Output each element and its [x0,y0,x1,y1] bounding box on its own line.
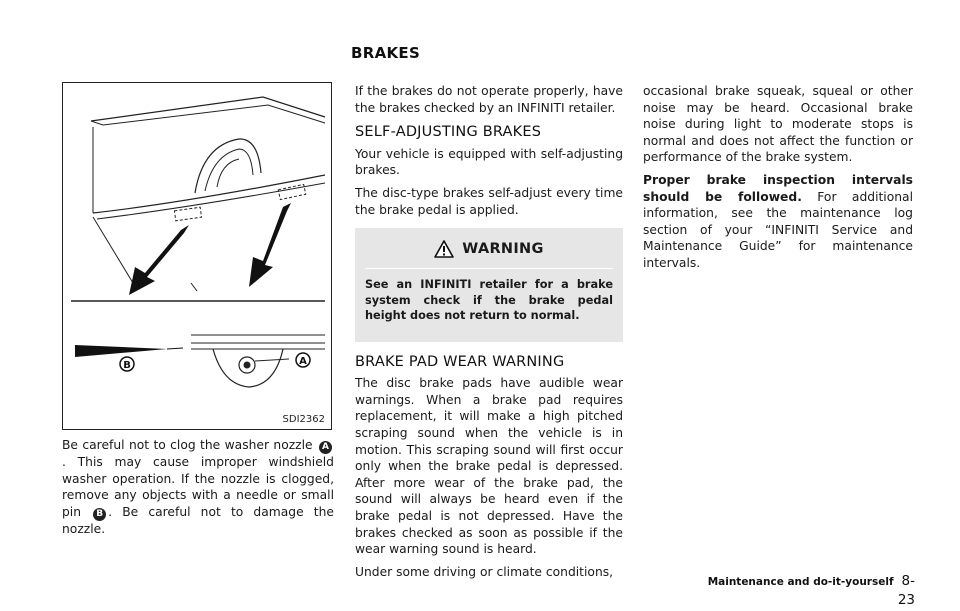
warning-text: See an INFINITI retailer for a brake system check if the brake pedal height does not return to normal. [365,278,613,323]
section-title: BRAKES [351,44,421,62]
paragraph-text-1: Be careful not to clog the washer nozzle [62,438,313,452]
right-column [643,83,913,278]
warning-header [365,240,613,258]
self-adjusting-heading: SELF-ADJUSTING BRAKES [355,124,542,141]
marker-b-icon: B [93,508,106,521]
page-number: 8-23 [897,573,915,608]
inspection-text: For additional information, see the maintenance log section of your “INFINITI Service and Maintenance Guide” for maintenance intervals. [643,189,913,270]
pad-wear-paragraph-1: The disc brake pads have audible wear warnings. When a brake pad requires replacement, it will make a high pitched scraping sound when the vehicle is in motion. This scraping sound will first occur only when the brake pedal is depressed. After more wear of the brake pad, the sound will always be heard even if the brake pedal is not depressed. Have the brakes checked as soon as possible if the wear warning sound is heard. [355,376,623,557]
washer-nozzle-illustration [63,83,333,431]
figure-code: SDI2362 [282,414,325,425]
middle-column [355,83,623,586]
self-adjusting-paragraph-1: Your vehicle is equipped with self-adjusting brakes. [355,146,623,178]
washer-nozzle-paragraph [62,437,334,537]
inspection-bold-text: Proper brake inspection intervals should be followed. [643,172,913,204]
footer-section-name: Maintenance and do-it-yourself [707,576,894,588]
warning-title: WARNING [462,240,544,257]
pad-wear-heading: BRAKE PAD WEAR WARNING [355,353,565,370]
self-adjusting-paragraph-2: The disc-type brakes self-adjust every time the brake pedal is applied. [355,185,623,217]
warning-triangle-icon [434,240,454,258]
left-column [62,437,334,543]
paragraph-text-2: . This may cause improper windshield washer operation. If the nozzle is clogged, remove any objects with a needle or small pin [62,455,334,519]
brake-noise-paragraph: occasional brake squeak, squeal or other noise may be heard. Occasional brake noise during light to moderate stops is normal and does not affect the function or performance of the brake system. [643,84,913,165]
callout-b-letter: B [123,360,131,371]
inspection-paragraph [643,172,913,272]
washer-nozzle-figure [62,82,332,430]
paragraph-text-3: . Be careful not to damage the nozzle. [62,504,334,536]
warning-box [355,228,623,342]
page-footer [700,570,915,608]
callout-a-letter: A [299,356,307,367]
warning-divider [365,268,613,269]
marker-a-icon: A [319,441,332,454]
pad-wear-paragraph-2: Under some driving or climate conditions, [355,564,614,579]
intro-paragraph: If the brakes do not operate properly, have the brakes checked by an INFINITI retailer. [355,84,623,115]
